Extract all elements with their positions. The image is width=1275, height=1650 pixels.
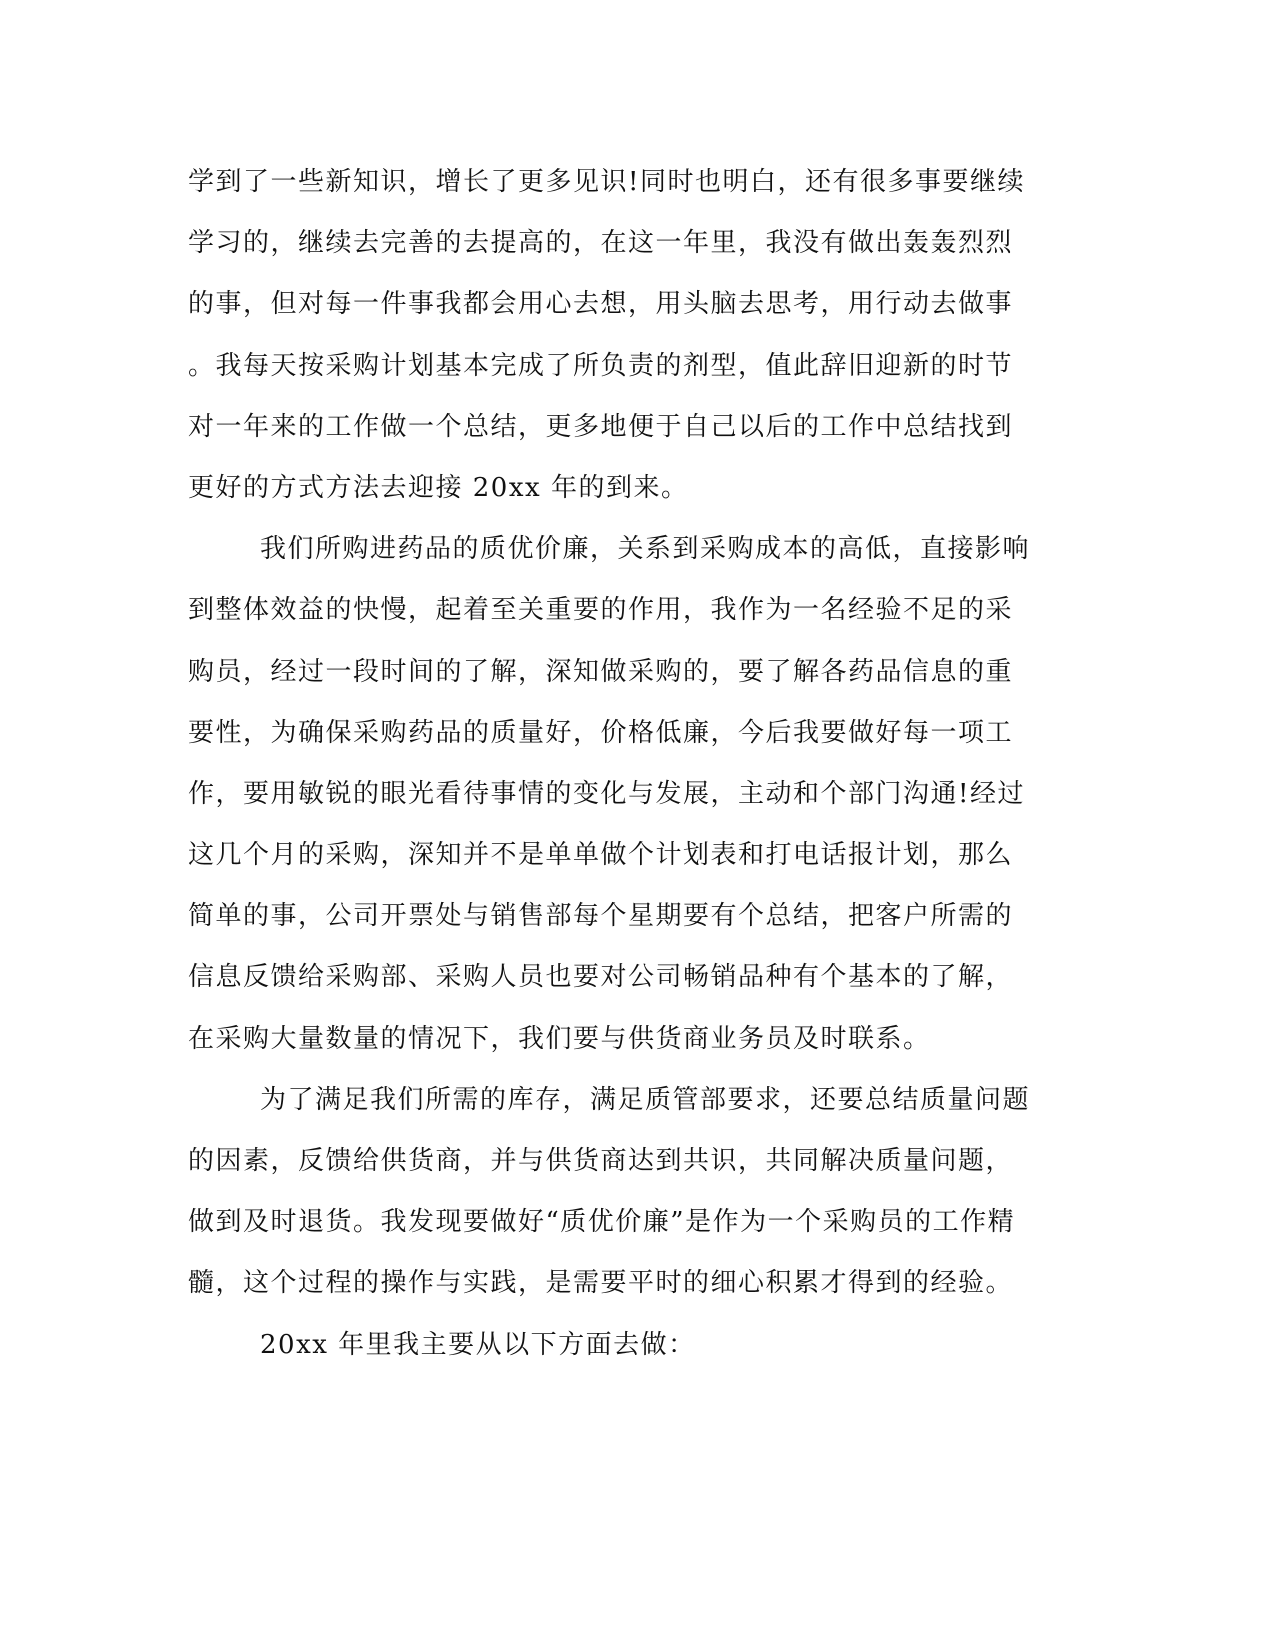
text-line: 的事，但对每一件事我都会用心去想，用头脑去思考，用行动去做事	[188, 289, 1014, 320]
paragraph-4	[188, 1325, 1068, 1386]
text-line: 学习的，继续去完善的去提高的，在这一年里，我没有做出轰轰烈烈	[188, 228, 1014, 259]
text-line: 购员，经过一段时间的了解，深知做采购的，要了解各药品信息的重	[188, 656, 1014, 687]
text-line: 要性，为确保采购药品的质量好，价格低廉，今后我要做好每一项工	[188, 717, 1014, 748]
text-line: 这几个月的采购，深知并不是单单做个计划表和打电话报计划，那么	[188, 840, 1014, 871]
text-line: 学到了一些新知识，增长了更多见识!同时也明白，还有很多事要继续	[188, 167, 1025, 197]
text-line: 髓，这个过程的操作与实践，是需要平时的细心积累才得到的经验。	[188, 1268, 1014, 1299]
text-line: 。我每天按采购计划基本完成了所负责的剂型，值此辞旧迎新的时节	[188, 350, 1014, 381]
text-line: 作，要用敏锐的眼光看待事情的变化与发展，主动和个部门沟通!经过	[188, 778, 1025, 809]
text-line: 信息反馈给采购部、采购人员也要对公司畅销品种有个基本的了解，	[188, 962, 1014, 993]
text-line: 在采购大量数量的情况下，我们要与供货商业务员及时联系。	[188, 1023, 931, 1054]
text-line: 到整体效益的快慢，起着至关重要的作用，我作为一名经验不足的采	[188, 595, 1014, 626]
paragraph-3	[188, 1080, 1068, 1325]
paragraph-1	[188, 162, 1068, 529]
text-line: 做到及时退货。我发现要做好“质优价廉”是作为一个采购员的工作精	[188, 1207, 1016, 1238]
text-line: 20xx 年里我主要从以下方面去做：	[260, 1329, 696, 1360]
text-line: 更好的方式方法去迎接 20xx 年的到来。	[188, 472, 689, 503]
text-line: 为了满足我们所需的库存，满足质管部要求，还要总结质量问题	[260, 1084, 1031, 1115]
text-line: 的因素，反馈给供货商，并与供货商达到共识，共同解决质量问题，	[188, 1146, 1014, 1176]
document-body	[188, 162, 1068, 1386]
text-line: 我们所购进药品的质优价廉，关系到采购成本的高低，直接影响	[260, 534, 1031, 565]
text-line: 简单的事，公司开票处与销售部每个星期要有个总结，把客户所需的	[188, 901, 1014, 932]
paragraph-2	[188, 529, 1068, 1080]
text-line: 对一年来的工作做一个总结，更多地便于自己以后的工作中总结找到	[188, 411, 1014, 442]
